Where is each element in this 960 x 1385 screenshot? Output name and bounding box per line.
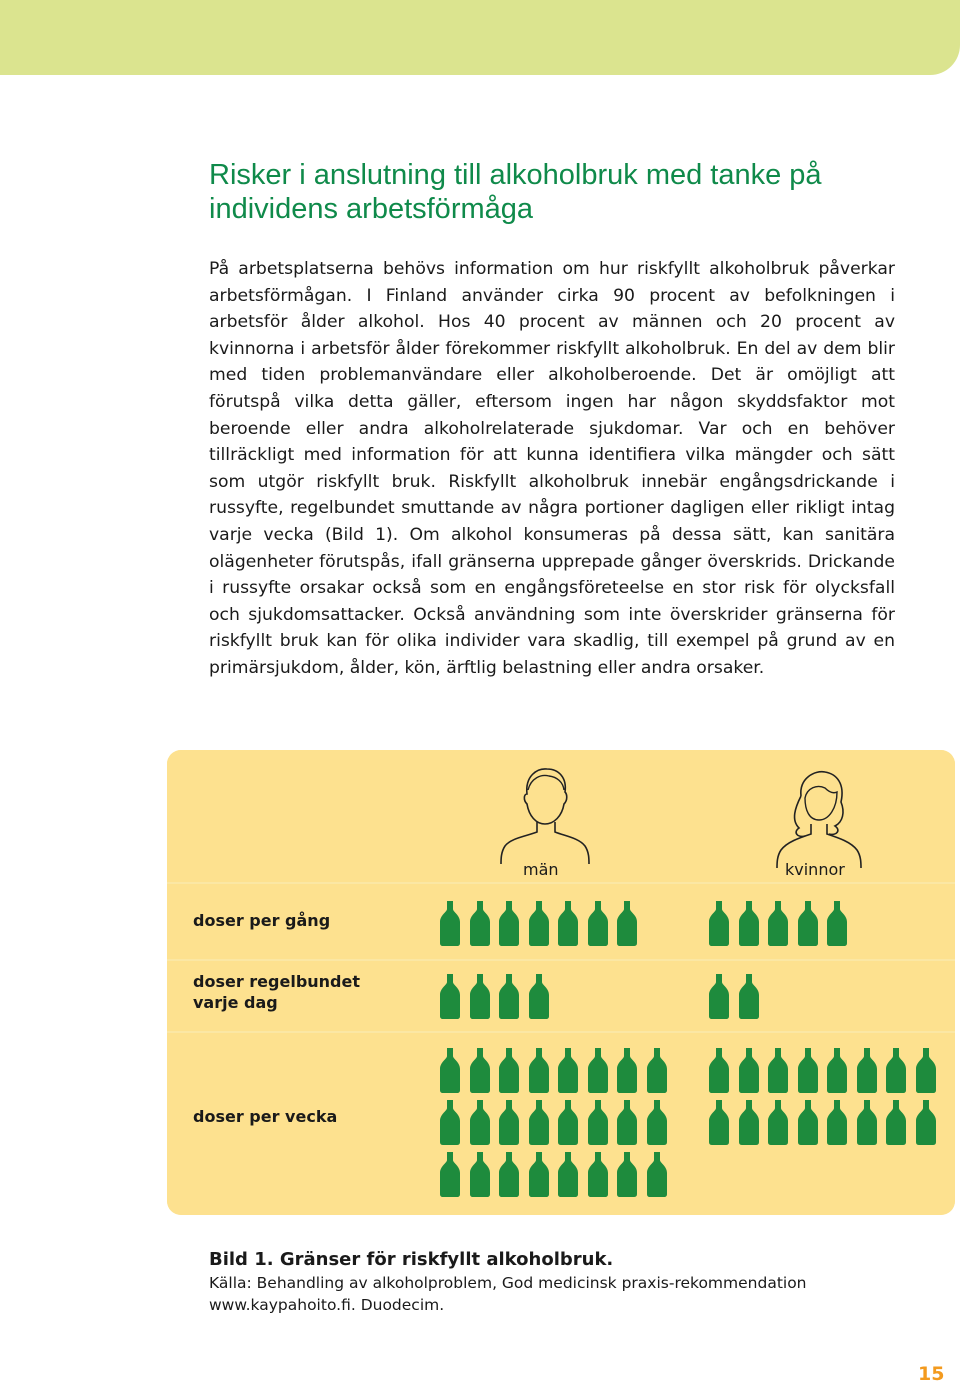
caption-url: www.kaypahoito.fi. Duodecim.: [209, 1296, 445, 1314]
woman-icon: [767, 768, 867, 868]
row-label-per-occasion: doser per gång: [193, 911, 331, 930]
figure-header-row: [167, 750, 955, 882]
bottle-icon: [885, 1099, 907, 1145]
bottle-icon: [469, 973, 491, 1019]
bottle-icon: [528, 900, 550, 946]
bottle-icon: [708, 1047, 730, 1093]
bottle-icon: [469, 1099, 491, 1145]
bottle-icon: [469, 1151, 491, 1197]
bottle-icon: [557, 1151, 579, 1197]
bottle-icon: [616, 900, 638, 946]
bottle-icon: [587, 1099, 609, 1145]
bottle-icon: [439, 973, 461, 1019]
bottle-icon: [528, 973, 550, 1019]
bottle-icon: [885, 1047, 907, 1093]
column-label-men: män: [523, 860, 559, 879]
bottle-icon: [708, 973, 730, 1019]
bottle-icon: [498, 973, 520, 1019]
bottle-icon: [498, 1099, 520, 1145]
bottle-icon: [587, 1047, 609, 1093]
page-title: Risker i anslutning till alkoholbruk med tanke på individens arbetsförmåga: [209, 159, 822, 225]
bottle-icon: [616, 1151, 638, 1197]
figure-caption: [209, 1248, 909, 1316]
bottle-icon: [797, 900, 819, 946]
caption-source: Källa: Behandling av alkoholproblem, God medicinsk praxis-rekommendation: [209, 1274, 807, 1292]
row-label-daily: doser regelbundet varje dag: [193, 972, 360, 1012]
bottle-icon: [616, 1047, 638, 1093]
bottle-icon: [738, 1099, 760, 1145]
bottle-icon: [498, 900, 520, 946]
bottle-icon: [528, 1151, 550, 1197]
bottle-icon: [915, 1099, 937, 1145]
bottle-icon: [439, 1047, 461, 1093]
bottle-icon: [439, 1099, 461, 1145]
bottle-icon: [797, 1047, 819, 1093]
bottle-icon: [587, 1151, 609, 1197]
bottle-icon: [915, 1047, 937, 1093]
bottle-icon: [616, 1099, 638, 1145]
bottle-icon: [767, 900, 789, 946]
bottle-icon: [646, 1047, 668, 1093]
figure-row-per-occasion: [167, 884, 955, 959]
bottle-icon: [557, 1047, 579, 1093]
bottle-icon: [439, 900, 461, 946]
bottle-icon: [826, 900, 848, 946]
bottle-icon: [738, 973, 760, 1019]
page-number: 15: [918, 1363, 945, 1385]
bottle-icon: [498, 1047, 520, 1093]
bottle-icon: [557, 1099, 579, 1145]
figure-row-daily: [167, 961, 955, 1031]
bottle-icon: [767, 1099, 789, 1145]
bottle-icon: [439, 1151, 461, 1197]
bottle-icon: [498, 1151, 520, 1197]
figure-row-weekly: [167, 1033, 955, 1215]
bottle-icon: [528, 1047, 550, 1093]
bottle-icon: [587, 900, 609, 946]
bottle-icon: [557, 900, 579, 946]
bottle-icon: [856, 1047, 878, 1093]
caption-title: Bild 1. Gränser för riskfyllt alkoholbruk.: [209, 1249, 614, 1270]
bottle-icon: [469, 1047, 491, 1093]
bottle-icon: [856, 1099, 878, 1145]
bottle-icon: [767, 1047, 789, 1093]
body-paragraph: På arbetsplatserna behövs information om hur riskfyllt alkoholbruk påverkar arbetsförmågan. I Finland använder cirka 90 procent av befolkningen i arbetsför ålder alkohol. Hos 40 procent av männen och 20 procent av kvinnorna i arbetsför ålder förekommer riskfyllt alkoholbruk. En del av dem blir med tiden problemanvändare eller alkoholberoende. Det är omöjligt att förutspå vilka detta gäller, eftersom ingen har någon skyddsfaktor mot beroende eller andra alkoholrelaterade sjukdomar. Var och en behöver tillräckligt med information för att kunna identifiera vilka mängder och sätt som utgör riskfyllt bruk. Riskfyllt alkoholbruk innebär engångsdrickande i russyfte, regelbundet smuttande av några portioner dagligen eller rikligt intag varje vecka (Bild 1). Om alkohol konsumeras på dessa sätt, kan sanitära olägenheter förutspås, ifall gränserna upprepade gånger överskrids. Drickande i russyfte orsakar också som en engångsföreteelse en stor risk för olycksfall och sjukdomsattacker. Också användning som inte överskrider gränserna för riskfyllt bruk kan för olika individer vara skadlig, till exempel på grund av en primärsjukdom, ålder, kön, ärftlig belastning eller andra orsaker.: [209, 259, 895, 678]
bottle-icon: [708, 900, 730, 946]
man-icon: [497, 764, 592, 864]
bottle-icon: [528, 1099, 550, 1145]
bottle-icon: [708, 1099, 730, 1145]
dose-limits-figure: [167, 750, 955, 1215]
bottle-icon: [738, 1047, 760, 1093]
bottle-icon: [797, 1099, 819, 1145]
bottle-icon: [646, 1099, 668, 1145]
bottle-icon: [826, 1047, 848, 1093]
row-label-weekly: doser per vecka: [193, 1107, 338, 1126]
bottle-icon: [738, 900, 760, 946]
column-label-women: kvinnor: [785, 860, 845, 879]
bottle-icon: [826, 1099, 848, 1145]
bottle-icon: [646, 1151, 668, 1197]
top-color-band: [0, 0, 960, 75]
bottle-icon: [469, 900, 491, 946]
